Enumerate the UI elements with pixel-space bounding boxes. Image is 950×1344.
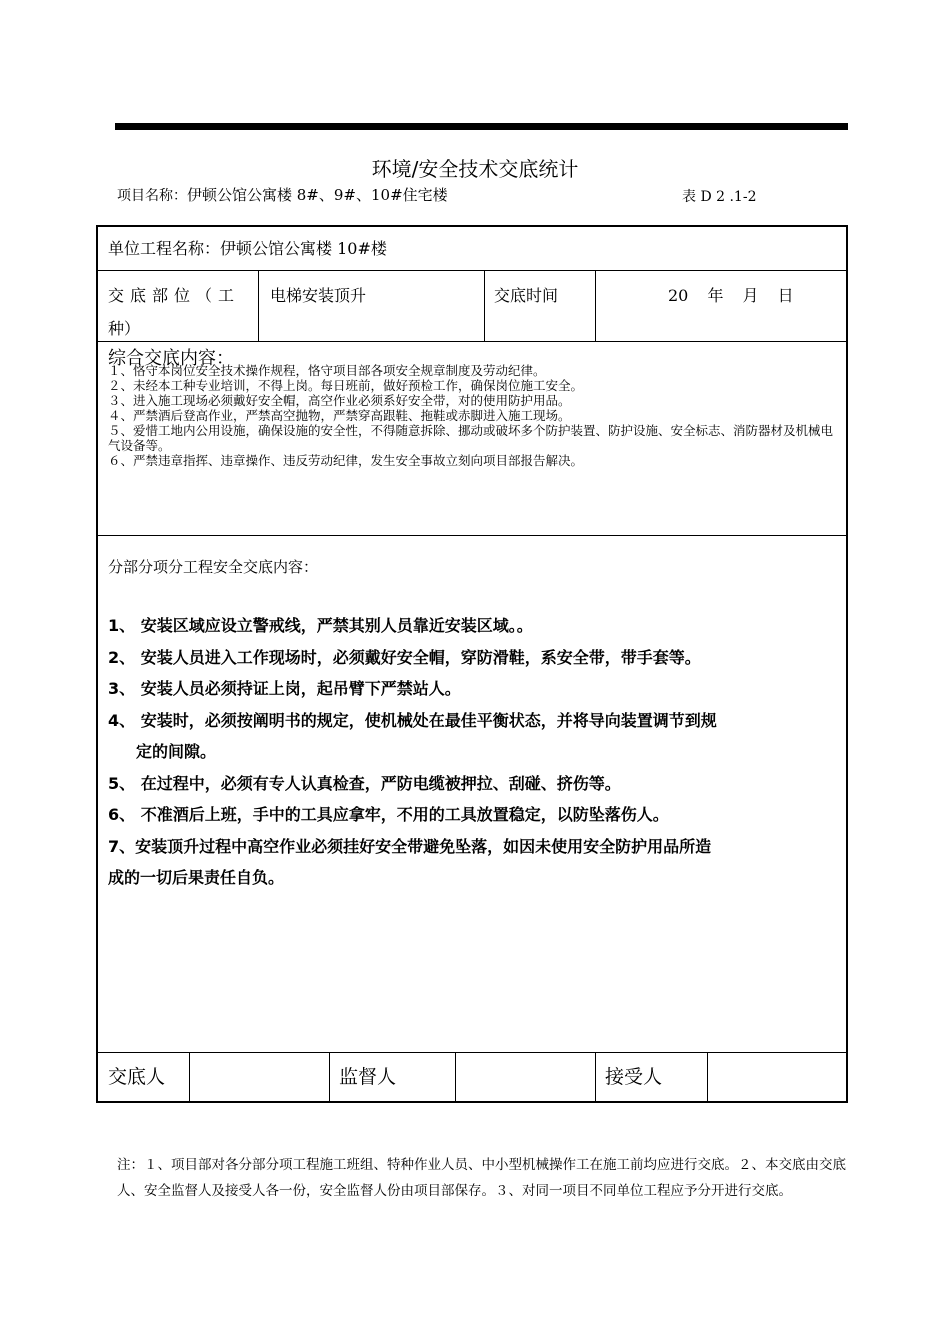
list-item: 2、 安装人员进入工作现场时，必须戴好安全帽，穿防滑鞋，系安全带，带手套等。 bbox=[108, 647, 701, 667]
sign-giver-label: 交底人 bbox=[108, 1066, 166, 1088]
project-label: 项目名称： bbox=[117, 188, 187, 204]
time-label: 交底时间 bbox=[494, 286, 559, 305]
list-item: ４、严禁酒后登高作业，严禁高空抛物，严禁穿高跟鞋、拖鞋或赤脚进入施工现场。 bbox=[108, 408, 571, 423]
col-divider bbox=[707, 1052, 708, 1102]
project-name: 伊顿公馆公寓楼 8#、9#、10#住宅楼 bbox=[187, 186, 448, 204]
subsection-title: 分部分项分工程安全交底内容： bbox=[108, 558, 319, 576]
list-item: ５、爱惜工地内公用设施，确保设施的安全性，不得随意拆除、挪动或破坏多个防护装置、防护设施、安全标志、消防器材及机械电气设备等。 bbox=[108, 423, 834, 453]
list-item-cont: 成的一切后果责任自负。 bbox=[108, 868, 285, 887]
part-label-cont: 种） bbox=[108, 319, 141, 338]
list-item-cont: 定的间隙。 bbox=[136, 742, 217, 761]
list-item: 1、 安装区域应设立警戒线，严禁其别人员靠近安装区域。。 bbox=[108, 616, 533, 635]
part-value: 电梯安装顶升 bbox=[270, 286, 367, 305]
summary-title: 综合交底内容： bbox=[108, 348, 234, 369]
row-divider bbox=[97, 1052, 847, 1053]
safety-items bbox=[108, 610, 843, 894]
col-divider bbox=[595, 1052, 596, 1102]
list-item: 3、 安装人员必须持证上岗，起吊臂下严禁站人。 bbox=[108, 679, 461, 698]
col-divider bbox=[258, 270, 259, 341]
header-rule bbox=[115, 123, 848, 130]
list-item: 6、 不准酒后上班，手中的工具应拿牢，不用的工具放置稳定，以防坠落伤人。 bbox=[108, 805, 669, 824]
col-divider bbox=[595, 270, 596, 341]
col-divider bbox=[189, 1052, 190, 1102]
sign-supervisor-label: 监督人 bbox=[339, 1066, 397, 1088]
time-value: 20 年 月 日 bbox=[668, 286, 794, 305]
project-line bbox=[117, 184, 448, 205]
col-divider bbox=[484, 270, 485, 341]
col-divider bbox=[329, 1052, 330, 1102]
sign-receiver-label: 接受人 bbox=[605, 1066, 663, 1088]
footnote: 注：１、项目部对各分部分项工程施工班组、特种作业人员、中小型机械操作工在施工前均应进行交底。２、本交底由交底人、安全监督人及接受人各一份，安全监督人份由项目部保存。３、对同一项目不同单位工程应予分开进行交底。 bbox=[117, 1157, 846, 1199]
list-item: ３、进入施工现场必须戴好安全帽，高空作业必须系好安全带，对的使用防护用品。 bbox=[108, 393, 571, 408]
row-divider bbox=[97, 535, 847, 536]
row-divider bbox=[97, 341, 847, 342]
list-item: ６、严禁违章指挥、违章操作、违反劳动纪律，发生安全事故立刻向项目部报告解决。 bbox=[108, 453, 584, 468]
list-item: 4、 安装时，必须按阐明书的规定，使机械处在最佳平衡状态，并将导向装置调节到规 bbox=[108, 710, 717, 730]
row-divider bbox=[97, 270, 847, 271]
document-title: 环境/安全技术交底统计 bbox=[371, 157, 579, 181]
list-item: １、恪守本岗位安全技术操作规程，恪守项目部各项安全规章制度及劳动纪律。 bbox=[108, 363, 546, 378]
list-item: 5、 在过程中，必须有专人认真检查，严防电缆被押拉、刮碰、挤伤等。 bbox=[108, 773, 621, 793]
part-label: 交底部位（工 bbox=[108, 286, 241, 305]
list-item: ２、未经本工种专业培训，不得上岗。每日班前，做好预检工作，确保岗位施工安全。 bbox=[108, 378, 584, 393]
table-number: 表 D 2 .1-2 bbox=[682, 189, 757, 205]
unit-project-name: 单位工程名称：伊顿公馆公寓楼 10#楼 bbox=[108, 239, 387, 258]
col-divider bbox=[455, 1052, 456, 1102]
list-item: 7、安装顶升过程中高空作业必须挂好安全带避免坠落，如因未使用安全防护用品所造 bbox=[108, 836, 712, 856]
summary-list bbox=[108, 363, 838, 468]
